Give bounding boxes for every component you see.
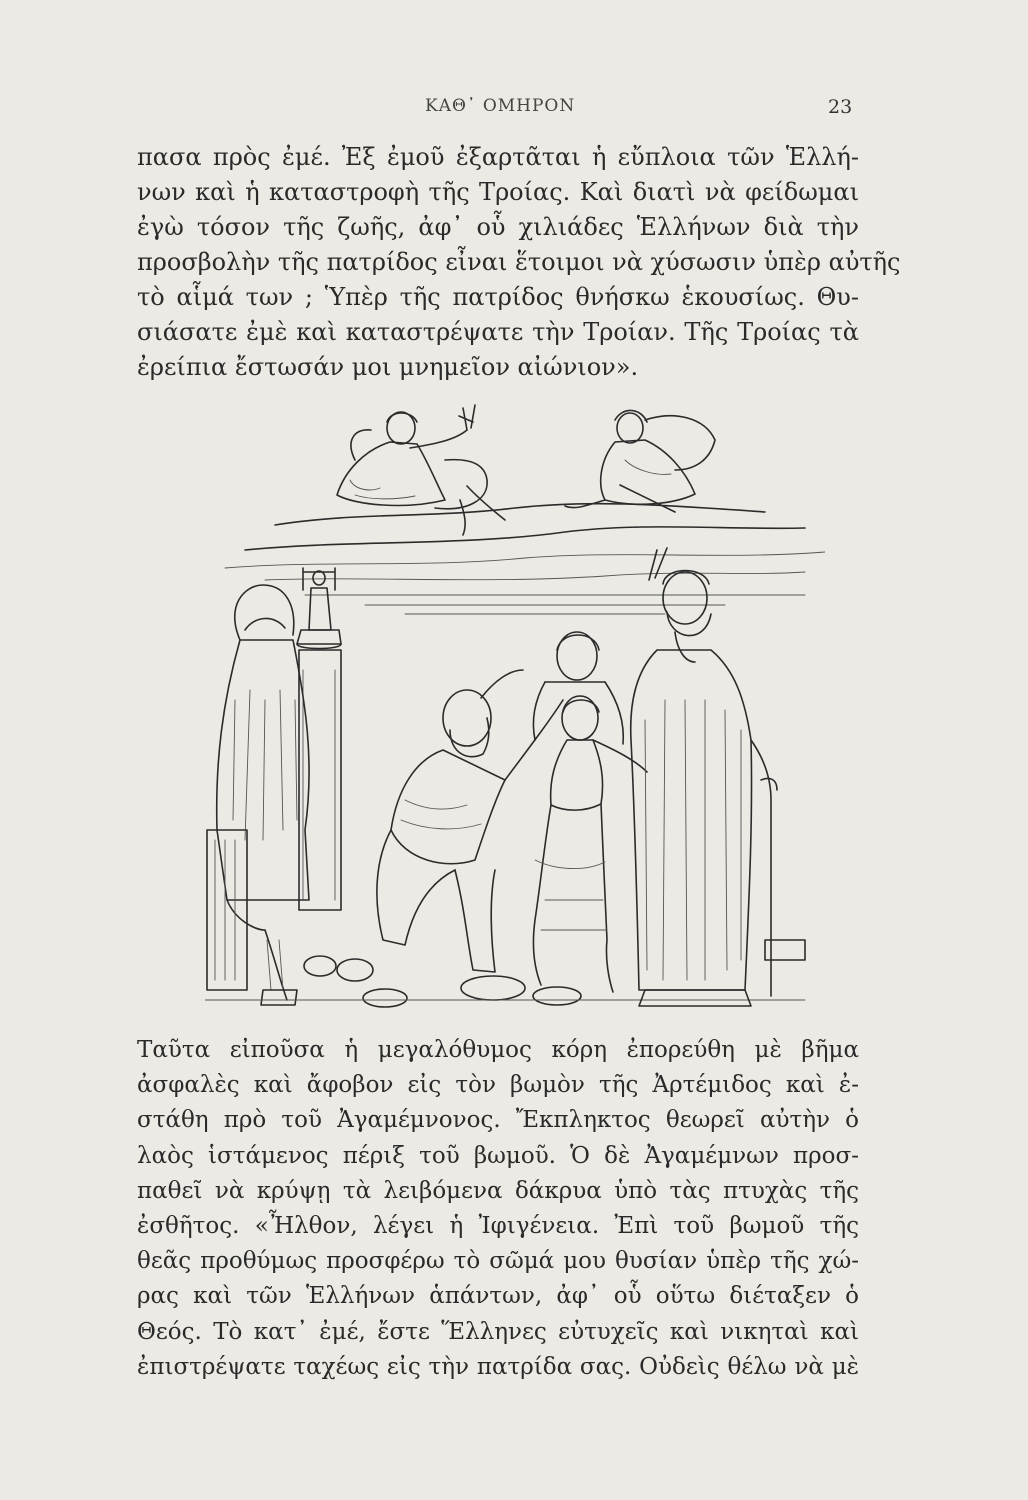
top-paragraph bbox=[137, 140, 901, 385]
iphigenia-figure bbox=[533, 696, 647, 992]
page-number: 23 bbox=[828, 96, 853, 118]
text-line: προσβολὴν τῆς πατρίδος εἶναι ἕτοιμοι νὰ χύσωσιν ὑπὲρ αὐτῆς bbox=[137, 248, 901, 276]
text-line: σιάσατε ἐμὲ καὶ καταστρέψατε τὴν Τροίαν. Τῆς Τροίας τὰ bbox=[137, 318, 859, 346]
text-line: ἐγὼ τόσον τῆς ζωῆς, ἀφ᾽ οὗ χιλιάδες Ἑλλήνων διὰ τὴν bbox=[137, 213, 859, 241]
veiled-figure bbox=[207, 585, 309, 1005]
cloud-band bbox=[225, 504, 825, 614]
agamemnon-figure bbox=[631, 548, 805, 1006]
text-line: πασα πρὸς ἐμέ. Ἐξ ἐμοῦ ἐξαρτᾶται ἡ εὔπλοια τῶν Ἑλλή- bbox=[137, 143, 859, 171]
text-line: νων καὶ ἡ καταστροφὴ τῆς Τροίας. Καὶ διατὶ νὰ φείδωμαι bbox=[137, 178, 859, 206]
text-line: ἀσφαλὲς καὶ ἄφοβον εἰς τὸν βωμὸν τῆς Ἀρτέμιδος καὶ ἐ- bbox=[137, 1072, 859, 1099]
text-line: τὸ αἷμά των ; Ὑπὲρ τῆς πατρίδος θνήσκω ἑκουσίως. Θυ- bbox=[137, 283, 859, 311]
cloud-goddess-figure bbox=[565, 410, 715, 512]
text-line: στάθη πρὸ τοῦ Ἀγαμέμνονος. Ἔκπληκτος θεωρεῖ αὐτὴν ὁ bbox=[137, 1107, 859, 1134]
text-line: λαὸς ἱστάμενος πέριξ τοῦ βωμοῦ. Ὁ δὲ Ἀγαμέμνων προσ- bbox=[137, 1142, 859, 1169]
bottom-paragraph bbox=[137, 1033, 859, 1385]
engraving-image bbox=[205, 400, 825, 1020]
text-line: ἐρείπια ἔστωσάν μοι μνημεῖον αἰώνιον». bbox=[137, 353, 639, 381]
text-line: ἐσθῆτος. «Ἦλθον, λέγει ἡ Ἰφιγένεια. Ἐπὶ τοῦ βωμοῦ τῆς bbox=[137, 1213, 859, 1240]
text-line: ἐπιστρέψατε ταχέως εἰς τὴν πατρίδα σας. Οὐδεὶς θέλω νὰ μὲ bbox=[137, 1353, 859, 1380]
artemis-figure bbox=[337, 405, 505, 535]
sacrifice-illustration bbox=[205, 400, 825, 1020]
text-line: ρας καὶ τῶν Ἑλλήνων ἁπάντων, ἀφ᾽ οὗ οὕτω διέταξεν ὁ bbox=[137, 1283, 859, 1310]
text-line: θεᾶς προθύμως προσφέρω τὸ σῶμά μου θυσίαν ὑπὲρ τῆς χώ- bbox=[137, 1248, 859, 1275]
text-line: Θεός. Τὸ κατ᾽ ἐμέ, ἔστε Ἕλληνες εὐτυχεῖς καὶ νικηταὶ καὶ bbox=[137, 1318, 859, 1345]
calchas-figure bbox=[377, 670, 563, 972]
attendant-figure bbox=[533, 632, 623, 744]
altar-pillar bbox=[297, 568, 341, 910]
running-title: ΚΑΘ᾽ ΟΜΗΡΟΝ bbox=[425, 96, 576, 116]
text-line: Ταῦτα εἰποῦσα ἡ μεγαλόθυμος κόρη ἐπορεύθη μὲ βῆμα bbox=[137, 1037, 859, 1063]
text-line: παθεῖ νὰ κρύψῃ τὰ λειβόμενα δάκρυα ὑπὸ τὰς πτυχὰς τῆς bbox=[137, 1177, 859, 1204]
